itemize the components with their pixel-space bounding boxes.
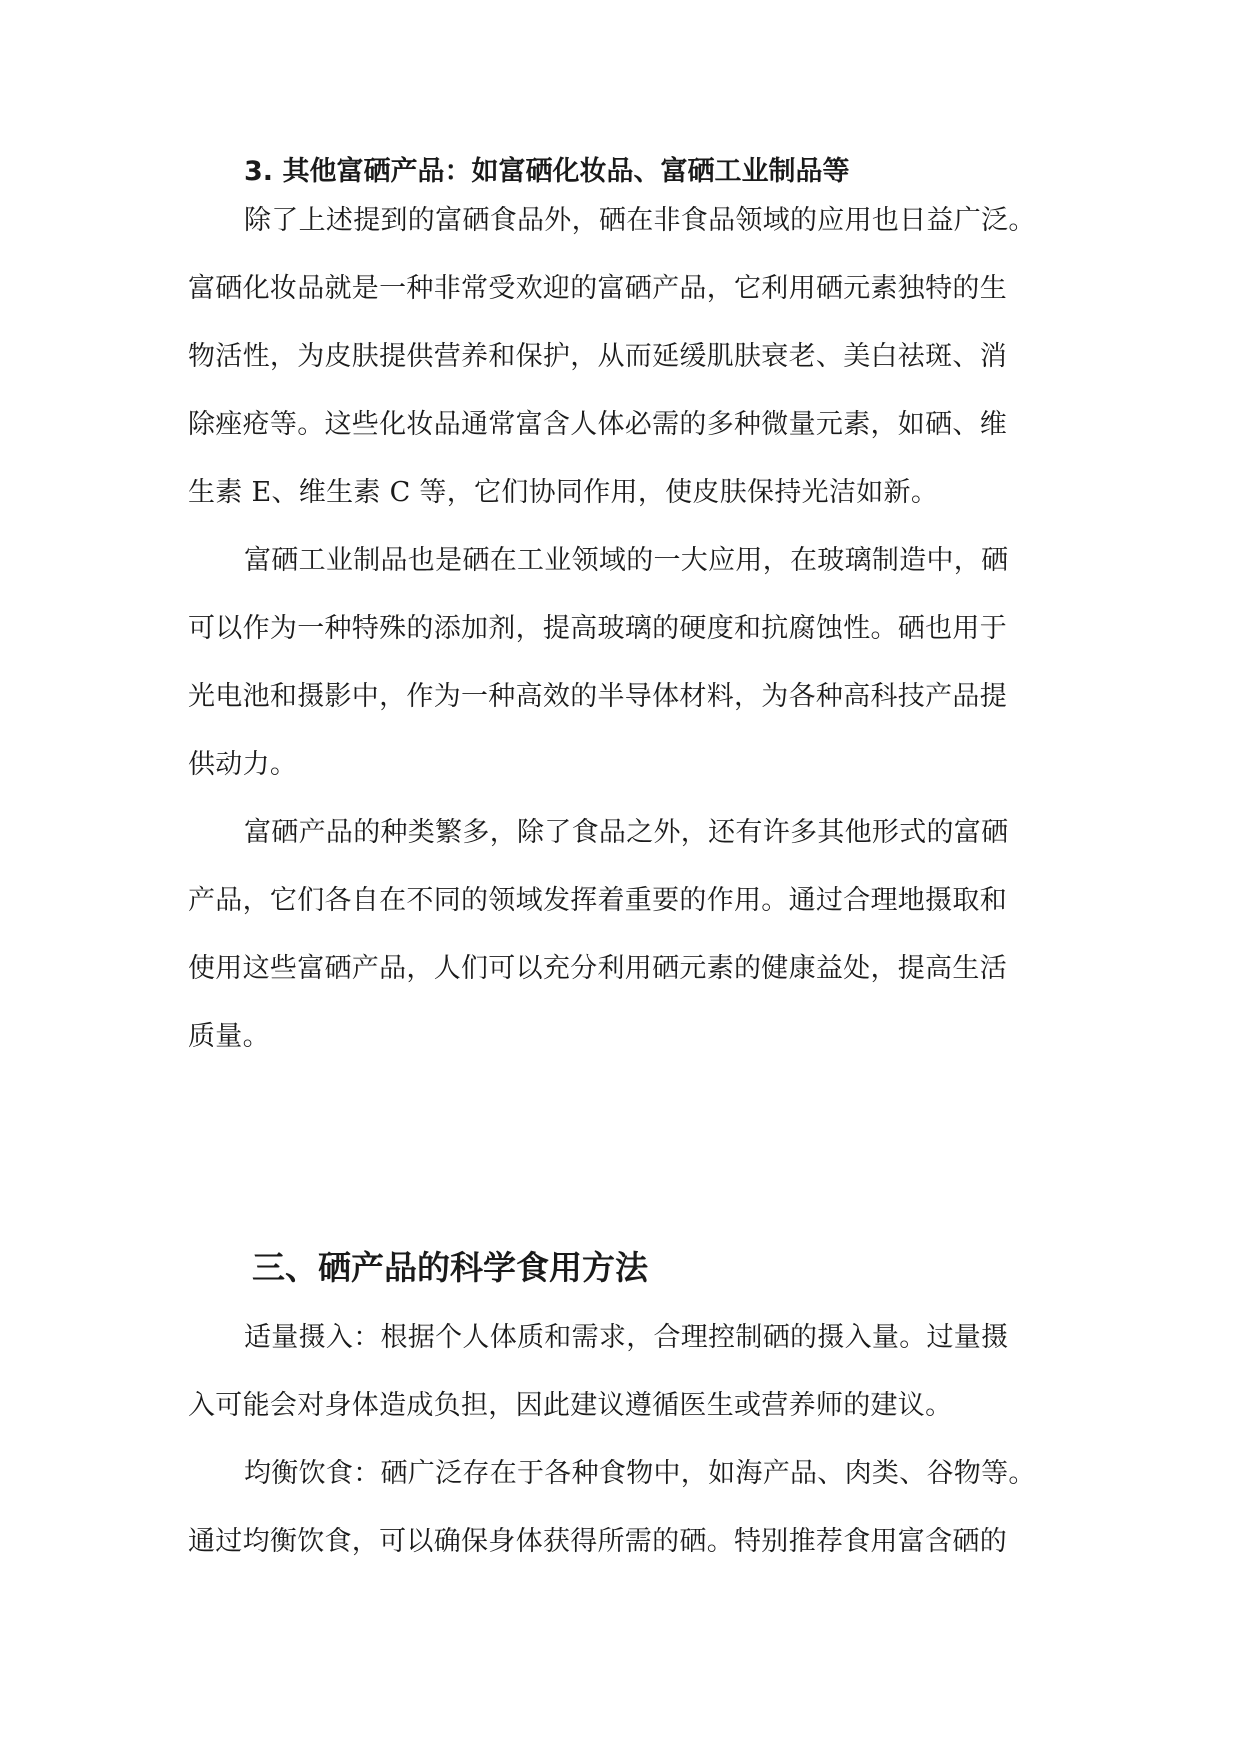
paragraph-line: 富硒工业制品也是硒在工业领域的一大应用，在玻璃制造中，硒	[244, 545, 1009, 576]
paragraph-line: 可以作为一种特殊的添加剂，提高玻璃的硬度和抗腐蚀性。硒也用于	[188, 613, 1007, 644]
paragraph-line: 光电池和摄影中，作为一种高效的半导体材料，为各种高科技产品提	[188, 681, 1007, 712]
section-three-heading: 三、硒产品的科学食用方法	[252, 1248, 648, 1287]
paragraph-line: 除了上述提到的富硒食品外，硒在非食品领域的应用也日益广泛。	[244, 205, 1036, 236]
paragraph-line: 适量摄入：根据个人体质和需求，合理控制硒的摄入量。过量摄	[244, 1322, 1009, 1353]
paragraph-line: 入可能会对身体造成负担，因此建议遵循医生或营养师的建议。	[188, 1390, 953, 1421]
paragraph-line: 通过均衡饮食，可以确保身体获得所需的硒。特别推荐食用富含硒的	[188, 1526, 1007, 1557]
paragraph-line: 均衡饮食：硒广泛存在于各种食物中，如海产品、肉类、谷物等。	[244, 1458, 1036, 1489]
section-3-heading: 3. 其他富硒产品：如富硒化妆品、富硒工业制品等	[244, 156, 850, 187]
paragraph-line: 物活性，为皮肤提供营养和保护，从而延缓肌肤衰老、美白祛斑、消	[188, 341, 1007, 372]
paragraph-line: 生素 E、维生素 C 等，它们协同作用，使皮肤保持光洁如新。	[188, 477, 939, 508]
paragraph-line: 除痤疮等。这些化妆品通常富含人体必需的多种微量元素，如硒、维	[188, 409, 1007, 440]
paragraph-line: 产品，它们各自在不同的领域发挥着重要的作用。通过合理地摄取和	[188, 885, 1007, 916]
paragraph-line: 富硒产品的种类繁多，除了食品之外，还有许多其他形式的富硒	[244, 817, 1009, 848]
paragraph-line: 使用这些富硒产品，人们可以充分利用硒元素的健康益处，提高生活	[188, 953, 1007, 984]
paragraph-line: 富硒化妆品就是一种非常受欢迎的富硒产品，它利用硒元素独特的生	[188, 273, 1007, 304]
paragraph-line: 供动力。	[188, 749, 298, 780]
paragraph-line: 质量。	[188, 1021, 270, 1052]
